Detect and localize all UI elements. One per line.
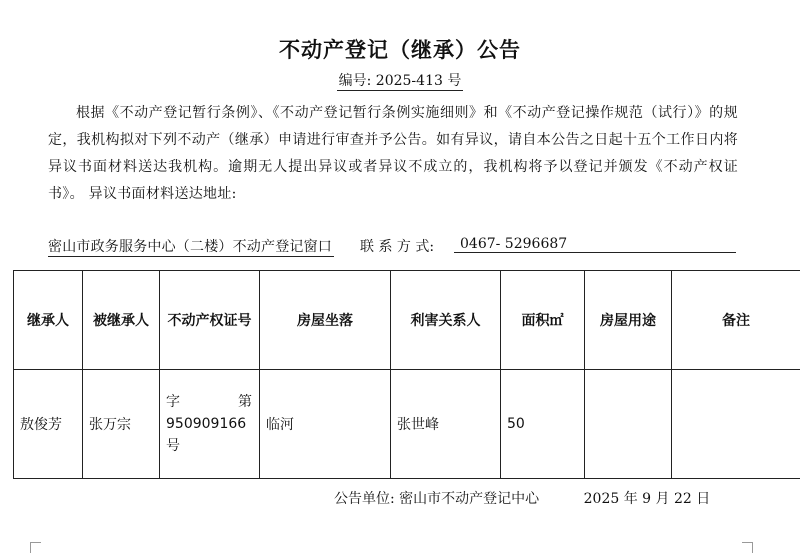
announcement-body: 根据《不动产登记暂行条例》、《不动产登记暂行条例实施细则》和《不动产登记操作规范（试行）》的规定，我机构拟对下列不动产（继承）申请进行审查并予公告。如有异议，请自本公告之日起十五个工作日内将异议书面材料送达我机构。逾期无人提出异议或者异议不成立的，我机构将予以登记并颁发《不动产权证书》。 异议书面材料送达地址:	[48, 105, 738, 202]
document-number	[0, 70, 800, 90]
document-number-text: 编号: 2025-413 号	[338, 73, 462, 89]
cell-heir: 敖俊芳	[14, 370, 83, 479]
cell-decedent: 张万宗	[83, 370, 160, 479]
cert-zi: 字	[166, 394, 180, 410]
footer	[334, 488, 710, 508]
registration-table	[13, 270, 800, 479]
delivery-address: 密山市政务服务中心（二楼）不动产登记窗口	[48, 236, 334, 257]
header-heir: 继承人	[14, 271, 83, 370]
header-area: 面积㎡	[501, 271, 585, 370]
page-corner-mark-right	[742, 542, 753, 553]
cell-cert-number	[160, 370, 260, 479]
header-location: 房屋坐落	[260, 271, 391, 370]
cert-di: 第	[238, 394, 252, 410]
header-interested-party: 利害关系人	[391, 271, 501, 370]
cell-remark	[672, 370, 800, 479]
issue-date: 2025 年 9 月 22 日	[583, 491, 711, 507]
issuer: 公告单位: 密山市不动产登记中心	[334, 491, 540, 507]
address-row	[48, 236, 738, 256]
contact-phone: 0467- 5296687	[454, 236, 736, 253]
table-row	[14, 370, 800, 479]
page-corner-mark-left	[30, 542, 41, 553]
header-cert-number: 不动产权证号	[160, 271, 260, 370]
cell-usage	[585, 370, 672, 479]
header-usage: 房屋用途	[585, 271, 672, 370]
document-title: 不动产登记（继承）公告	[279, 38, 521, 62]
cell-area: 50	[501, 370, 585, 479]
contact-label: 联 系 方 式:	[360, 239, 435, 255]
cell-location: 临河	[260, 370, 391, 479]
table-header-row	[14, 271, 800, 370]
header-decedent: 被继承人	[83, 271, 160, 370]
header-remark: 备注	[672, 271, 800, 370]
cert-no: 950909166 号	[166, 416, 247, 454]
cell-interested-party: 张世峰	[391, 370, 501, 479]
